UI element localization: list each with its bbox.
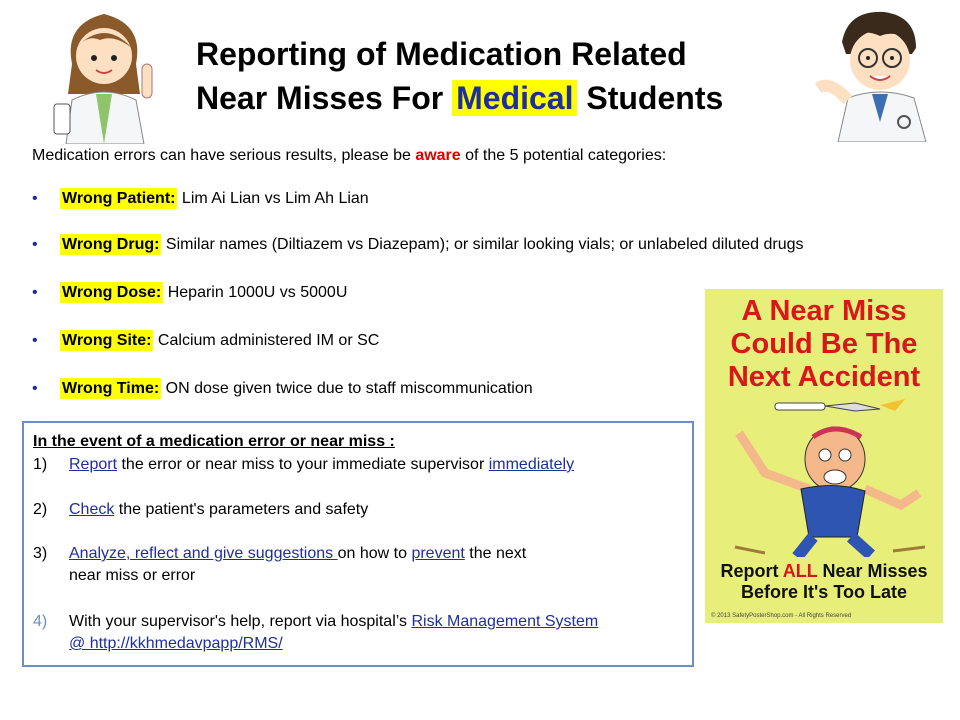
category-label: Wrong Time: xyxy=(62,380,160,397)
category-label: Wrong Site: xyxy=(62,332,152,349)
poster-footer-line2: Before It's Too Late xyxy=(741,582,907,602)
step-item xyxy=(33,543,526,587)
bullet-icon: • xyxy=(32,284,38,301)
step-text: on how to xyxy=(337,545,412,562)
poster-headline-line: Next Accident xyxy=(727,361,921,393)
category-label: Wrong Patient: xyxy=(62,190,176,207)
male-doctor-illustration xyxy=(808,2,948,147)
poster-headline-line: Could Be The xyxy=(730,328,918,360)
procedure-box xyxy=(22,421,694,667)
step-continuation: near miss or error xyxy=(69,567,196,584)
category-text: Heparin 1000U vs 5000U xyxy=(163,284,348,301)
category-text: Similar names (Diltiazem vs Diazepam); or similar looking vials; or unlabeled diluted drugs xyxy=(161,236,804,253)
step-item xyxy=(33,499,368,521)
bullet-icon: • xyxy=(32,190,38,207)
list-item xyxy=(32,380,533,398)
category-text: Calcium administered IM or SC xyxy=(153,332,380,349)
bullet-icon: • xyxy=(32,332,38,349)
step-number: 4) xyxy=(33,613,48,630)
poster-footer-pre: Report xyxy=(720,561,783,581)
list-item xyxy=(32,284,347,302)
rms-url-link[interactable]: @ http://kkhmedavpapp/RMS/ xyxy=(69,635,283,652)
list-item xyxy=(32,236,804,254)
immediately-link[interactable]: immediately xyxy=(488,456,575,473)
prevent-link[interactable]: prevent xyxy=(411,545,465,562)
step-text: the error or near miss to your immediate supervisor xyxy=(117,456,489,473)
step-number: 2) xyxy=(33,501,48,518)
title-line-1: Reporting of Medication Related xyxy=(196,36,687,72)
poster-footer-all: ALL xyxy=(782,561,818,581)
intro-emphasis: aware xyxy=(415,147,461,164)
title-line-2-post: Students xyxy=(577,80,724,116)
analyze-link[interactable]: Analyze, reflect and give suggestions xyxy=(69,545,338,562)
category-label: Wrong Drug: xyxy=(62,236,160,253)
bullet-icon: • xyxy=(32,380,38,397)
title-line-2 xyxy=(196,76,816,120)
step-number: 3) xyxy=(33,545,48,562)
intro-post: of the 5 potential categories: xyxy=(460,147,667,164)
report-link[interactable]: Report xyxy=(69,456,118,473)
step-item xyxy=(33,454,574,476)
near-miss-poster xyxy=(705,289,943,623)
poster-footer xyxy=(705,561,943,603)
step-item xyxy=(33,611,598,655)
female-doctor-illustration xyxy=(44,4,174,149)
step-text: the next xyxy=(464,545,527,562)
step-number: 1) xyxy=(33,456,48,473)
bullet-icon: • xyxy=(32,236,38,253)
poster-headline-line: A Near Miss xyxy=(741,295,907,327)
intro-pre: Medication errors can have serious results, please be xyxy=(32,147,416,164)
risk-management-link[interactable]: Risk Management System xyxy=(411,613,599,630)
category-text: Lim Ai Lian vs Lim Ah Lian xyxy=(177,190,369,207)
check-link[interactable]: Check xyxy=(69,501,115,518)
step-text: the patient's parameters and safety xyxy=(114,501,369,518)
cartoon-man-illustration xyxy=(705,397,943,557)
poster-headline xyxy=(705,295,943,394)
poster-footer-post: Near Misses xyxy=(817,561,928,581)
title-highlight: Medical xyxy=(452,80,577,116)
intro-text xyxy=(32,147,666,165)
category-text: ON dose given twice due to staff miscommunication xyxy=(161,380,533,397)
title-line-2-pre: Near Misses For xyxy=(196,80,453,116)
poster-fine-print: © 2013 SafetyPosterShop.com - All Rights Reserved xyxy=(711,613,852,619)
category-label: Wrong Dose: xyxy=(62,284,162,301)
step-text: With your supervisor's help, report via hospital’s xyxy=(69,613,412,630)
list-item xyxy=(32,190,369,208)
list-item xyxy=(32,332,379,350)
page-title xyxy=(196,32,816,120)
procedure-heading: In the event of a medication error or near miss : xyxy=(33,433,395,450)
